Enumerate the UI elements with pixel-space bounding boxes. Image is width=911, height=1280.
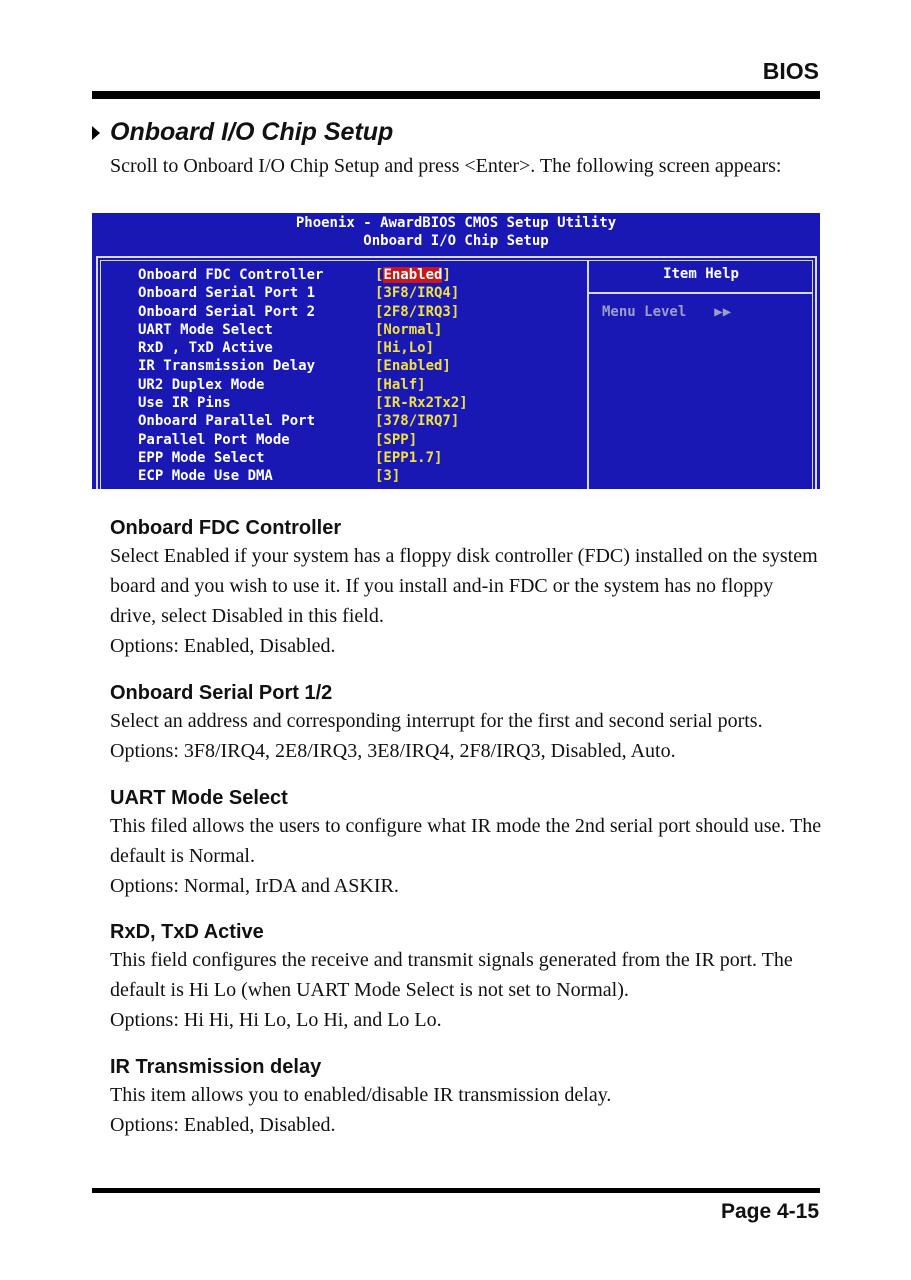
bios-setting-label: Parallel Port Mode bbox=[138, 431, 290, 448]
bios-setting-value[interactable]: [Enabled] bbox=[375, 267, 451, 283]
description-options: Options: Enabled, Disabled. bbox=[110, 635, 336, 657]
bios-setting-label: Onboard FDC Controller bbox=[138, 267, 324, 283]
bios-setting-value[interactable]: [2F8/IRQ3] bbox=[375, 303, 460, 320]
description-title: Onboard FDC Controller bbox=[110, 517, 342, 539]
bios-setting-row[interactable] bbox=[138, 376, 468, 394]
bios-setting-value[interactable]: [Enabled] bbox=[375, 358, 451, 375]
bios-setting-label: UR2 Duplex Mode bbox=[138, 376, 265, 393]
bios-setting-row[interactable] bbox=[138, 431, 468, 449]
bios-setting-value[interactable]: [3F8/IRQ4] bbox=[375, 285, 460, 302]
description-options: Options: Normal, IrDA and ASKIR. bbox=[110, 875, 399, 897]
header-rule bbox=[92, 91, 820, 99]
intro-text: Scroll to Onboard I/O Chip Setup and press <Enter>. The following screen appears: bbox=[110, 155, 782, 177]
triangle-bullet-icon bbox=[92, 126, 100, 140]
description-fdc bbox=[110, 515, 822, 661]
bios-setting-row[interactable] bbox=[138, 303, 468, 321]
bios-setting-label: Onboard Parallel Port bbox=[138, 413, 316, 430]
description-body: Select an address and corresponding interrupt for the first and second serial ports. Options: 3F8/IRQ4, 2E8/IRQ3, 3E8/IRQ4, 2F8/IRQ3, Disabled, Auto. bbox=[110, 710, 763, 762]
description-rxd-txd bbox=[110, 919, 822, 1035]
bios-setting-label: EPP Mode Select bbox=[138, 449, 265, 466]
description-body: This filed allows the users to configure what IR mode the 2nd serial port should use. The default is Normal. bbox=[110, 815, 822, 867]
bios-setting-row[interactable] bbox=[138, 467, 468, 485]
selected-value-highlight[interactable]: Enabled bbox=[383, 267, 443, 283]
bios-setting-label: RxD , TxD Active bbox=[138, 340, 273, 357]
bios-setting-label: Onboard Serial Port 2 bbox=[138, 303, 316, 320]
bios-setting-row[interactable] bbox=[138, 357, 468, 375]
bios-setting-value[interactable]: [378/IRQ7] bbox=[375, 413, 460, 430]
menu-level-arrows-icon: ▶▶ bbox=[714, 304, 732, 320]
description-body: This field configures the receive and transmit signals generated from the IR port. The default is Hi Lo (when UART Mode Select is not set to Normal). bbox=[110, 949, 793, 1001]
bios-setting-label: ECP Mode Use DMA bbox=[138, 468, 273, 485]
menu-level bbox=[602, 304, 731, 320]
bios-setting-row[interactable] bbox=[138, 321, 468, 339]
bios-setting-value[interactable]: [EPP1.7] bbox=[375, 449, 443, 466]
item-help-title: Item Help bbox=[663, 266, 739, 282]
bios-setting-value[interactable]: [IR-Rx2Tx2] bbox=[375, 395, 468, 412]
bios-setting-label: IR Transmission Delay bbox=[138, 358, 316, 375]
description-ir-delay bbox=[110, 1054, 822, 1140]
page-number: Page 4-15 bbox=[720, 1200, 819, 1223]
bios-setting-value[interactable]: [Normal] bbox=[375, 321, 443, 338]
description-options: Options: Hi Hi, Hi Lo, Lo Hi, and Lo Lo. bbox=[110, 1009, 442, 1031]
description-body: Select Enabled if your system has a floppy disk controller (FDC) installed on the system board and you wish to use it. If you install and-in FDC or the system has no floppy drive, select Disabled in this field. bbox=[110, 545, 818, 627]
section-heading-text: Onboard I/O Chip Setup bbox=[110, 118, 394, 146]
bios-settings-list bbox=[138, 266, 468, 486]
section-heading bbox=[92, 118, 393, 147]
bios-panel-divider bbox=[587, 260, 589, 489]
description-title: IR Transmission delay bbox=[110, 1056, 322, 1078]
help-panel-divider bbox=[589, 292, 813, 294]
description-title: Onboard Serial Port 1/2 bbox=[110, 682, 333, 704]
bios-setting-value[interactable]: [SPP] bbox=[375, 431, 418, 448]
description-title: RxD, TxD Active bbox=[110, 921, 264, 943]
bios-setting-row[interactable] bbox=[138, 339, 468, 357]
bios-screenshot bbox=[92, 213, 820, 489]
description-title: UART Mode Select bbox=[110, 787, 288, 809]
description-body: This item allows you to enabled/disable IR transmission delay. bbox=[110, 1084, 612, 1106]
bios-setting-row[interactable] bbox=[138, 412, 468, 430]
bios-setting-row[interactable] bbox=[138, 394, 468, 412]
footer-rule bbox=[92, 1188, 820, 1193]
bios-setting-label: Use IR Pins bbox=[138, 395, 231, 412]
bios-setting-row[interactable] bbox=[138, 266, 468, 284]
bios-setting-row[interactable] bbox=[138, 284, 468, 302]
bios-setting-label: Onboard Serial Port 1 bbox=[138, 285, 316, 302]
bios-setting-value[interactable]: [3] bbox=[375, 468, 401, 485]
description-serial-port bbox=[110, 680, 822, 766]
description-uart-mode bbox=[110, 785, 822, 901]
bios-setting-value[interactable]: [Hi,Lo] bbox=[375, 340, 435, 357]
bios-title bbox=[92, 213, 820, 250]
bios-setting-row[interactable] bbox=[138, 449, 468, 467]
bios-title-line2: Onboard I/O Chip Setup bbox=[363, 233, 549, 249]
menu-level-label: Menu Level bbox=[602, 304, 687, 320]
bios-setting-value[interactable]: [Half] bbox=[375, 376, 426, 393]
description-options: Options: Enabled, Disabled. bbox=[110, 1114, 336, 1136]
bios-setting-label: UART Mode Select bbox=[138, 321, 273, 338]
page-header-title: BIOS bbox=[762, 58, 819, 84]
bios-title-line1: Phoenix - AwardBIOS CMOS Setup Utility bbox=[295, 215, 617, 231]
